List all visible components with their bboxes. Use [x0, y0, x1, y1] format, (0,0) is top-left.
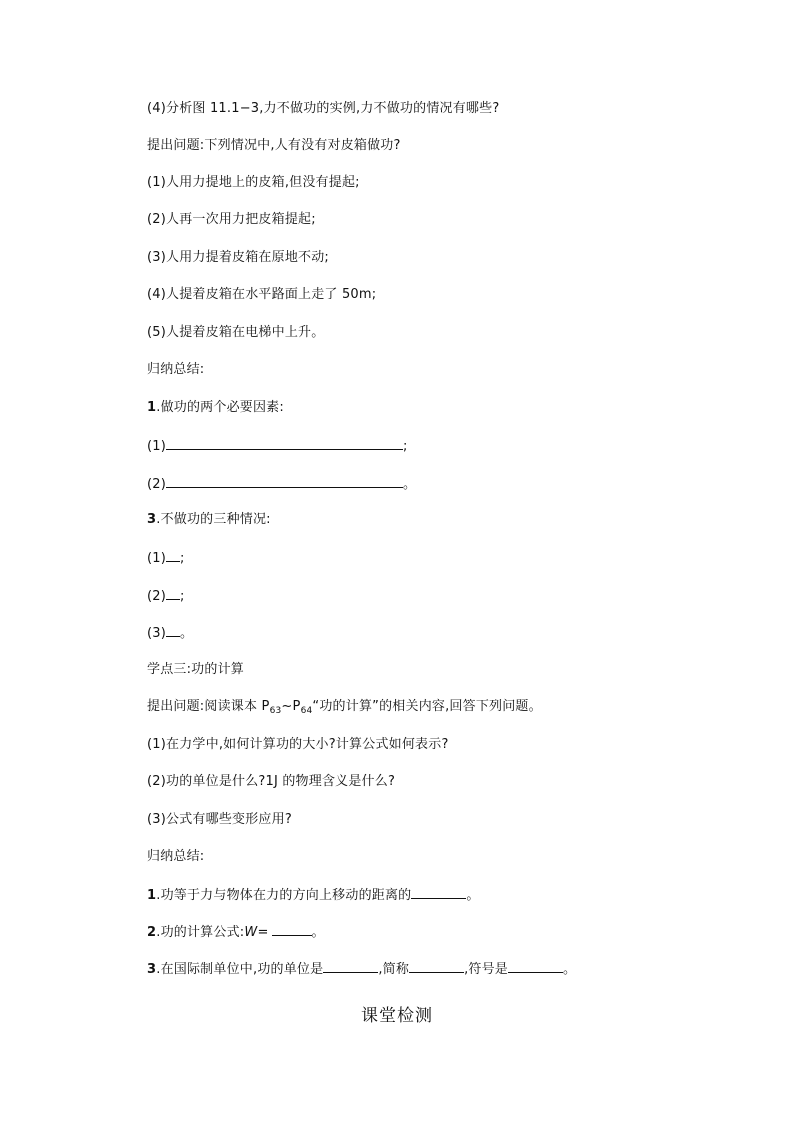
calc-question-2: (2)功的单位是什么?1J 的物理含义是什么? [147, 774, 396, 789]
summary-heading-2: 归纳总结: [147, 849, 205, 864]
calc-question-3: (3)公式有哪些变形应用? [147, 812, 292, 827]
case-3: (3)人用力提着皮箱在原地不动; [147, 250, 329, 265]
case-2: (2)人再一次用力把皮箱提起; [147, 212, 316, 227]
summary-item-2-number: 2 [147, 925, 157, 940]
formula-equals: = [257, 925, 269, 940]
no-work-number: 3 [147, 512, 157, 527]
factor-1-blank[interactable] [166, 436, 403, 450]
summary-heading-1: 归纳总结: [147, 362, 205, 377]
abbreviation-blank[interactable] [409, 959, 464, 973]
summary-item-2-end: 。 [311, 925, 325, 940]
no-work-2-suffix: ; [180, 589, 185, 604]
no-work-1-suffix: ; [180, 551, 185, 566]
summary-item-3-text: .在国际制单位中,功的单位是 [156, 962, 324, 977]
reading-text-c: “功的计算”的相关内容,回答下列问题。 [312, 699, 542, 714]
case-5: (5)人提着皮箱在电梯中上升。 [147, 325, 325, 340]
factor-2 [147, 474, 416, 494]
formula-blank[interactable] [272, 922, 312, 936]
no-work-1 [147, 548, 185, 568]
summary-item-3-mid-2: ,符号是 [464, 962, 508, 977]
no-work-1-prefix: (1) [147, 551, 167, 566]
summary-item-2-text: .功的计算公式: [156, 925, 245, 940]
no-work-3-suffix: 。 [180, 626, 194, 641]
no-work-3 [147, 623, 193, 643]
factors-text: .做功的两个必要因素: [156, 400, 284, 415]
summary-item-3-mid-1: ,简称 [378, 962, 410, 977]
no-work-2-prefix: (2) [147, 589, 167, 604]
page-sub-1: 63 [269, 706, 282, 716]
page-sub-2: 64 [300, 706, 313, 716]
unit-blank[interactable] [323, 959, 378, 973]
factors-number: 1 [147, 400, 157, 415]
summary-item-1-text: .功等于力与物体在力的方向上移动的距离的 [156, 888, 412, 903]
summary-item-1-end: 。 [466, 888, 480, 903]
formula-variable-w: W [244, 925, 258, 940]
no-work-2 [147, 586, 185, 606]
factors-heading [147, 399, 284, 417]
summary-item-3 [147, 959, 576, 979]
calc-question-1: (1)在力学中,如何计算功的大小?计算公式如何表示? [147, 737, 449, 752]
reading-text-b: ~P [281, 699, 301, 714]
section-title-classroom-test: 课堂检测 [361, 1006, 433, 1026]
factor-1 [147, 436, 408, 456]
no-work-2-blank[interactable] [166, 586, 180, 600]
symbol-blank[interactable] [508, 959, 563, 973]
factor-2-blank[interactable] [166, 474, 403, 488]
no-work-3-blank[interactable] [166, 623, 180, 637]
question-intro: 提出问题:下列情况中,人有没有对皮箱做功? [147, 138, 401, 153]
no-work-heading [147, 511, 271, 529]
case-1: (1)人用力提地上的皮箱,但没有提起; [147, 175, 360, 190]
summary-item-2 [147, 922, 325, 942]
summary-item-1-blank[interactable] [411, 885, 466, 899]
factor-2-prefix: (2) [147, 477, 167, 492]
no-work-1-blank[interactable] [166, 548, 180, 562]
factor-2-suffix: 。 [403, 477, 417, 492]
summary-item-1-number: 1 [147, 888, 157, 903]
question-4: (4)分析图 11.1−3,力不做功的实例,力不做功的情况有哪些? [147, 101, 500, 116]
factor-1-suffix: ; [403, 439, 408, 454]
no-work-text: .不做功的三种情况: [156, 512, 271, 527]
reading-text-a: 提出问题:阅读课本 P [147, 699, 270, 714]
summary-item-3-end: 。 [563, 962, 577, 977]
case-4: (4)人提着皮箱在水平路面上走了 50m; [147, 287, 377, 302]
summary-item-3-number: 3 [147, 962, 157, 977]
reading-question [147, 698, 542, 716]
no-work-3-prefix: (3) [147, 626, 167, 641]
section-3-heading: 学点三:功的计算 [147, 662, 244, 677]
factor-1-prefix: (1) [147, 439, 167, 454]
summary-item-1 [147, 885, 480, 905]
